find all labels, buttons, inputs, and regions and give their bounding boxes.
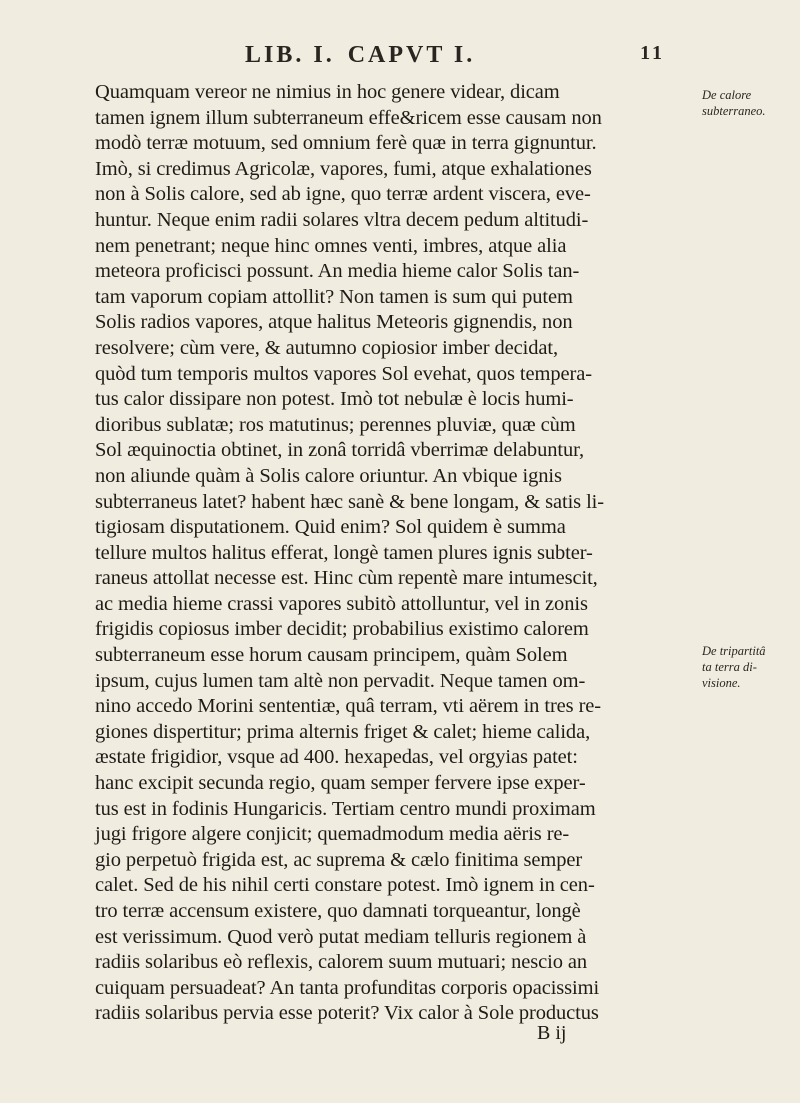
margin-note-line: ta terra di- <box>702 660 757 674</box>
margin-note-line: De calore <box>702 88 752 102</box>
margin-note-line: subterraneo. <box>702 104 766 118</box>
text-line: modò terræ motuum, sed omnium ferè quæ in terra gignuntur. <box>95 132 597 155</box>
text-line: jugi frigore algere conjicit; quemadmodum media aëris re- <box>95 823 570 846</box>
running-head: LIB. I. <box>245 42 335 68</box>
text-line: tus est in fodinis Hungaricis. Tertiam centro mundi proximam <box>95 797 596 820</box>
text-line: gio perpetuò frigida est, ac suprema & cælo finitima semper <box>95 848 583 871</box>
text-line: Solis radios vapores, atque halitus Meteoris gignendis, non <box>95 311 573 334</box>
text-line: giones dispertitur; prima alternis friget & calet; hieme calida, <box>95 720 591 743</box>
text-line: radiis solaribus eò reflexis, calorem suum mutuari; nescio an <box>95 951 588 974</box>
margin-note-line: De tripartitâ <box>702 644 766 658</box>
text-line: Imò, si credimus Agricolæ, vapores, fumi, atque exhalationes <box>95 157 592 180</box>
margin-note-line: visione. <box>702 676 741 690</box>
text-line: huntur. Neque enim radii solares vltra decem pedum altitudi- <box>95 208 589 231</box>
catchword: B ij <box>537 1022 567 1044</box>
chapter-title: CAPVT I. <box>347 42 476 68</box>
text-line: calet. Sed de his nihil certi constare potest. Imò ignem in cen- <box>95 874 595 897</box>
text-line: tam vaporum copiam attollit? Non tamen is sum qui putem <box>95 285 573 308</box>
text-line: ipsum, cujus lumen tam altè non pervadit. Neque tamen om- <box>95 669 586 692</box>
text-line: non aliunde quàm à Solis calore oriuntur. An vbique ignis <box>95 464 562 487</box>
text-line: Sol æquinoctia obtinet, in zonâ torridâ vberrimæ delabuntur, <box>95 439 585 462</box>
text-line: tus calor dissipare non potest. Imò tot nebulæ è locis humi- <box>95 388 574 411</box>
body-text <box>95 80 755 1027</box>
text-line: ac media hieme crassi vapores subitò attolluntur, vel in zonis <box>95 592 588 615</box>
text-line: nem penetrant; neque hinc omnes venti, imbres, atque alia <box>95 234 567 257</box>
text-line: tamen ignem illum subterraneum effe&ricem esse causam non <box>95 106 602 129</box>
text-line: resolvere; cùm vere, & autumno copiosior imber decidat, <box>95 336 558 359</box>
text-line: tro terræ accensum existere, quo damnati torqueantur, longè <box>95 900 581 922</box>
text-line: non à Solis calore, sed ab igne, quo terræ ardent viscera, eve- <box>95 183 591 206</box>
text-line: est verissimum. Quod verò putat mediam telluris regionem à <box>95 925 587 948</box>
text-line: radiis solaribus pervia esse poterit? Vix calor à Sole productus <box>95 1002 599 1025</box>
text-line: frigidis copiosus imber decidit; probabilius existimo calorem <box>95 618 589 641</box>
text-line: æstate frigidior, vsque ad 400. hexapedas, vel orgyias patet: <box>95 746 578 769</box>
text-line: nino accedo Morini sententiæ, quâ terram, vti aërem in tres re- <box>95 695 602 718</box>
text-line: hanc excipit secunda regio, quam semper fervere ipse exper- <box>95 772 586 795</box>
text-line: raneus attollat necesse est. Hinc cùm repentè mare intumescit, <box>95 567 598 590</box>
text-line: meteora proficisci possunt. An media hieme calor Solis tan- <box>95 260 580 283</box>
page-number: 11 <box>640 42 665 64</box>
text-line: subterraneus latet? habent hæc sanè & bene longam, & satis li- <box>95 490 604 513</box>
text-line: tigiosam disputationem. Quid enim? Sol quidem è summa <box>95 516 566 539</box>
text-line: quòd tum temporis multos vapores Sol evehat, quos tempera- <box>95 362 592 385</box>
text-line: tellure multos halitus efferat, longè tamen plures ignis subter- <box>95 541 593 564</box>
text-line: subterraneum esse horum causam principem, quàm Solem <box>95 644 568 667</box>
text-line: cuiquam persuadeat? An tanta profunditas corporis opacissimi <box>95 976 600 999</box>
text-line: dioribus sublatæ; ros matutinus; perennes pluviæ, quæ cùm <box>95 413 576 436</box>
text-line: Quamquam vereor ne nimius in hoc genere videar, dicam <box>95 81 560 103</box>
running-header <box>245 42 665 69</box>
